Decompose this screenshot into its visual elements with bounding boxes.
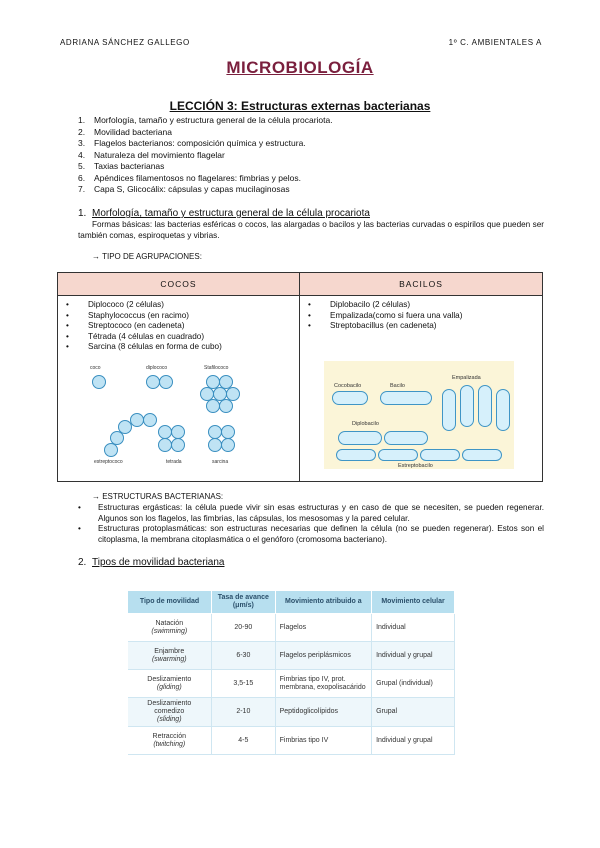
sarcina-cell [208, 425, 222, 439]
motility-type: Retracción [152, 732, 187, 740]
sarcina-label: sarcina [212, 459, 229, 465]
estreptobacilo-cell [378, 449, 418, 461]
list-item: • Streptobacillus (en cadeneta) [304, 321, 462, 332]
motility-type: Deslizamiento comedizo [147, 700, 192, 715]
motility-cell: Individual y grupal [372, 642, 455, 670]
bacilos-illustration [324, 361, 514, 469]
staph-cell [219, 399, 233, 413]
section-1-paragraph: Formas básicas: las bacterias esféricas o cocos, las alargadas o bacilos y las bacterias curvadas o espirilos que pueden ser también comas, espiroquetas y vibrias. [78, 220, 544, 240]
bacilos-header: BACILOS [300, 273, 542, 296]
list-item: • Sarcina (8 células en forma de cubo) [62, 342, 222, 353]
motility-cell: Individual [372, 614, 455, 642]
tetrad-cell [171, 425, 185, 439]
staph-cell [206, 399, 220, 413]
table-row [128, 614, 455, 642]
empalizada-label: Empalizada [452, 375, 481, 381]
table-row [128, 727, 455, 755]
table-row [128, 698, 455, 727]
toc-item: 5. Taxias bacterianas [78, 161, 165, 171]
list-item: • Estructuras protoplasmáticas: son estructuras necesarias que definen la célula (no se pueden regenerar). Estos son el citoplasma, la membrana citoplasmática o el genóforo (cromosoma bacteriano). [78, 524, 544, 545]
motility-rate: 20-90 [212, 614, 276, 642]
diplobacilo-cell [338, 431, 382, 445]
strep-cell [130, 413, 144, 427]
strep-cell [104, 443, 118, 457]
estreptococo-label: estreptococo [94, 459, 123, 465]
agrupaciones-heading: → TIPO DE AGRUPACIONES: [92, 252, 202, 261]
motility-attribution: Flagelos [275, 614, 371, 642]
toc-item: 4. Naturaleza del movimiento flagelar [78, 149, 225, 160]
page-title: MICROBIOLOGÍA [226, 58, 374, 77]
header-author: ADRIANA SÁNCHEZ GALLEGO [60, 38, 190, 47]
estreptobacilo-cell [462, 449, 502, 461]
bacilo-cell [380, 391, 432, 405]
table-row [128, 670, 455, 698]
column-header: Tasa de avance (μm/s) [212, 591, 276, 614]
motility-type-en: (swarming) [151, 655, 187, 663]
bacilo-label: Bacilo [390, 383, 405, 389]
toc-item: 3. Flagelos bacterianos: composición química y estructura. [78, 138, 306, 148]
motility-type-en: (swimming) [151, 627, 188, 635]
cocos-list [62, 300, 222, 353]
column-header: Tipo de movilidad [128, 591, 212, 614]
motility-table [127, 590, 455, 755]
tetrada-label: tetrada [166, 459, 182, 465]
motility-type-en: (sliding) [157, 716, 182, 723]
list-item: • Estructuras ergásticas: la célula puede vivir sin esas estructuras y en caso de que se necesiten, se pueden regenerar. Algunos son los flagelos, las fimbrias, las cápsulas, los mesosomas y la pared celular. [78, 503, 544, 524]
toc-item: 6. Apéndices filamentosos no flagelares: fimbrias y pelos. [78, 172, 301, 183]
toc-item: 2. Movilidad bacteriana [78, 126, 172, 137]
cocos-illustration [88, 365, 268, 465]
coco-label: coco [90, 365, 101, 371]
sarcina-cell [221, 425, 235, 439]
table-row [128, 642, 455, 670]
motility-attribution: Fimbrias tipo IV [275, 727, 371, 755]
motility-type: Deslizamiento [147, 675, 192, 683]
bacilos-list [304, 300, 462, 332]
motility-type-en: (gliding) [156, 683, 182, 691]
motility-attribution: Peptidoglicolípidos [275, 698, 371, 727]
list-item: • Streptococo (en cadeneta) [62, 321, 222, 332]
motility-attribution: Fimbrias tipo IV, prot. membrana, exopolisacárido [275, 670, 371, 698]
toc-item: 7. Capa S, Glicocálix: cápsulas y capas mucilaginosas [78, 184, 290, 194]
estreptobacilo-label: Estreptobacilo [398, 463, 433, 469]
section-2-heading: 2. Tipos de movilidad bacteriana [78, 557, 225, 568]
lesson-title: LECCIÓN 3: Estructuras externas bacterianas [169, 99, 431, 113]
empalizada-cell [478, 385, 492, 427]
diplococo-label: diplococo [146, 365, 168, 371]
list-item: • Diplococo (2 células) [62, 300, 222, 311]
motility-cell: Individual y grupal [372, 727, 455, 755]
cocos-header: COCOS [58, 273, 299, 296]
tetrad-cell [158, 425, 172, 439]
coco-cell [92, 375, 106, 389]
motility-attribution: Flagelos periplásmicos [275, 642, 371, 670]
tetrad-cell [171, 438, 185, 452]
estreptobacilo-cell [420, 449, 460, 461]
structures-heading: → ESTRUCTURAS BACTERIANAS: [92, 492, 224, 501]
column-header: Movimiento atribuido a [275, 591, 371, 614]
list-item: • Staphylococcus (en racimo) [62, 311, 222, 322]
sarcina-cell [208, 438, 222, 452]
list-item: • Tétrada (4 células en cuadrado) [62, 332, 222, 343]
estreptobacilo-cell [336, 449, 376, 461]
motility-cell: Grupal [372, 698, 455, 727]
section-1-heading: 1. Morfología, tamaño y estructura general de la célula procariota [78, 208, 370, 219]
header-course: 1º C. AMBIENTALES A [448, 38, 542, 47]
motility-type-en: (twitching) [153, 740, 186, 748]
strep-cell [143, 413, 157, 427]
motility-rate: 3,5-15 [212, 670, 276, 698]
list-item: • Diplobacilo (2 células) [304, 300, 462, 311]
grouping-table [57, 272, 543, 482]
motility-rate: 4-5 [212, 727, 276, 755]
empalizada-cell [460, 385, 474, 427]
motility-rate: 2-10 [212, 698, 276, 727]
motility-type: Natación [155, 619, 184, 627]
motility-type: Enjambre [154, 647, 185, 655]
column-header: Movimiento celular [372, 591, 455, 614]
cocobacilo-cell [332, 391, 368, 405]
table-of-contents [78, 115, 333, 196]
toc-item: 1. Morfología, tamaño y estructura general de la célula procariota. [78, 115, 333, 125]
cocobacilo-label: Cocobacilo [334, 383, 362, 389]
empalizada-cell [442, 389, 456, 431]
staphylococcus-label: Stafilococo [204, 365, 229, 371]
diplococo-cell [159, 375, 173, 389]
empalizada-cell [496, 389, 510, 431]
diplococo-cell [146, 375, 160, 389]
column-divider [299, 273, 300, 481]
tetrad-cell [158, 438, 172, 452]
motility-rate: 6-30 [212, 642, 276, 670]
table-header-row [128, 591, 455, 614]
structures-list [78, 503, 544, 545]
sarcina-cell [221, 438, 235, 452]
diplobacilo-label: Diplobacilo [352, 421, 379, 427]
list-item: • Empalizada(como si fuera una valla) [304, 311, 462, 322]
motility-cell: Grupal (individual) [372, 670, 455, 698]
diplobacilo-cell [384, 431, 428, 445]
